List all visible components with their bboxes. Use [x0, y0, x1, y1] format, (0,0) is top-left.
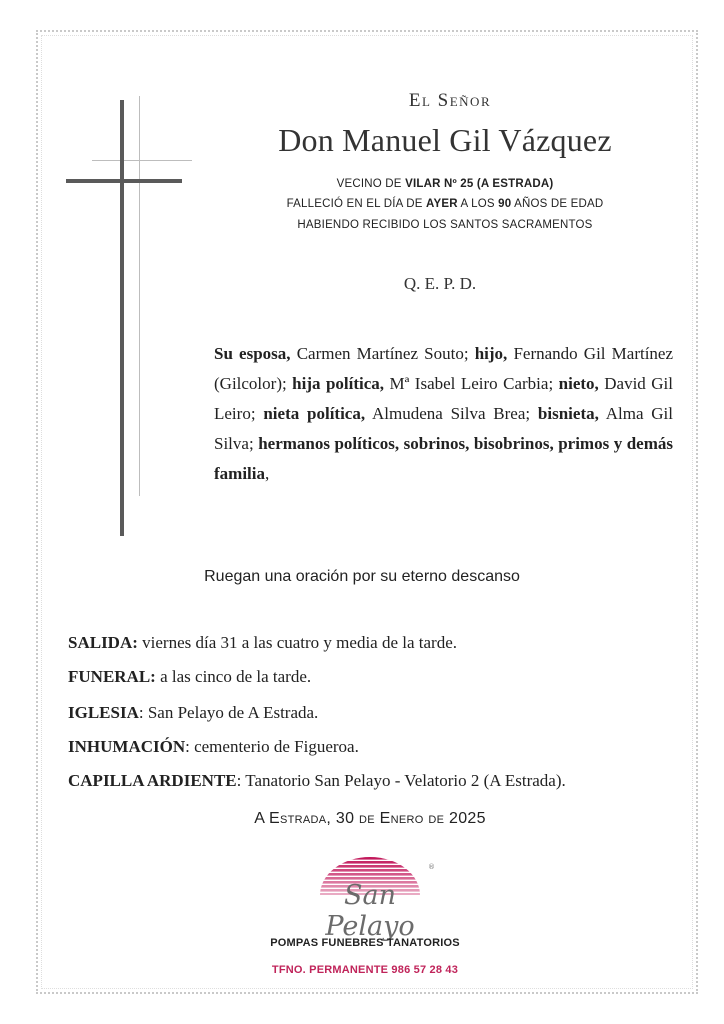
logo-text: San Pelayo [325, 880, 415, 942]
family-member: Alma Gil Silva; [214, 404, 673, 453]
detail-value: a las cinco de la tarde. [155, 667, 312, 686]
detail-funeral [68, 667, 688, 687]
logo-stripe [315, 857, 425, 860]
detail-salida [68, 633, 688, 653]
logo-stripe [315, 873, 425, 876]
residence-address: VILAR Nº 25 (A ESTRADA) [405, 178, 554, 190]
family-role: Su esposa, [214, 344, 291, 363]
family-role: hijo, [474, 344, 508, 363]
detail-label: CAPILLA ARDIENTE [68, 771, 237, 790]
family-role: nieto, [558, 374, 599, 393]
cross-icon-horizontal [66, 179, 182, 183]
detail-inhumacion [68, 737, 688, 757]
detail-iglesia [68, 703, 688, 723]
detail-label: INHUMACIÓN [68, 737, 186, 756]
family-role: bisnieta, [537, 404, 599, 423]
place-date: A Estrada, 30 de Enero de 2025 [254, 810, 486, 827]
detail-value: : Tanatorio San Pelayo - Velatorio 2 (A Estrada). [236, 771, 566, 790]
detail-value: : cementerio de Figueroa. [185, 737, 359, 756]
family-member: , [265, 464, 270, 483]
family-role: nieta política, [263, 404, 366, 423]
family-member: Carmen Martínez Souto; [290, 344, 475, 363]
family-member: Almudena Silva Brea; [365, 404, 538, 423]
deceased-name: Don Manuel Gil Vázquez [278, 122, 612, 158]
cross-shadow-vertical [139, 96, 140, 496]
cross-icon-vertical [120, 100, 124, 536]
services-line: POMPAS FUNEBRES TANATORIOS [270, 937, 460, 949]
family-role: hija política, [292, 374, 385, 393]
logo-stripe [315, 861, 425, 864]
death-mid: A LOS [457, 198, 499, 210]
detail-capilla [68, 771, 688, 791]
family-member: Fernando Gil Martínez (Gilcolor); [214, 344, 674, 393]
logo-stripe [315, 865, 425, 868]
family-role: hermanos políticos, sobrinos, bisobrinos, primos y demás familia [214, 434, 674, 483]
death-suffix: AÑOS DE EDAD [511, 198, 604, 210]
honorific: El Señor [408, 90, 492, 111]
residence-line [240, 178, 650, 190]
logo-stripe [315, 869, 425, 872]
detail-label: FUNERAL: [68, 667, 156, 686]
cross-shadow-horizontal [92, 160, 192, 161]
family-member: David Gil Leiro; [214, 374, 673, 423]
family-member: Mª Isabel Leiro Carbia; [384, 374, 559, 393]
death-line [240, 198, 650, 210]
prayer-line: Ruegan una oración por su eterno descanso [204, 568, 520, 585]
death-day: AYER [426, 198, 458, 210]
death-prefix: FALLECIÓ EN EL DÍA DE [286, 198, 427, 210]
qepd: Q. E. P. D. [403, 274, 477, 293]
residence-prefix: VECINO DE [336, 178, 406, 190]
death-age: 90 [498, 198, 512, 210]
detail-label: SALIDA: [68, 633, 138, 652]
family-paragraph [214, 339, 673, 489]
detail-value: : San Pelayo de A Estrada. [138, 703, 319, 722]
registered-mark: ® [428, 863, 435, 871]
sacraments-line: HABIENDO RECIBIDO LOS SANTOS SACRAMENTOS [297, 219, 593, 231]
detail-value: viernes día 31 a las cuatro y media de la tarde. [137, 633, 457, 652]
detail-label: IGLESIA [68, 703, 139, 722]
phone-line: TFNO. PERMANENTE 986 57 28 43 [271, 964, 459, 976]
